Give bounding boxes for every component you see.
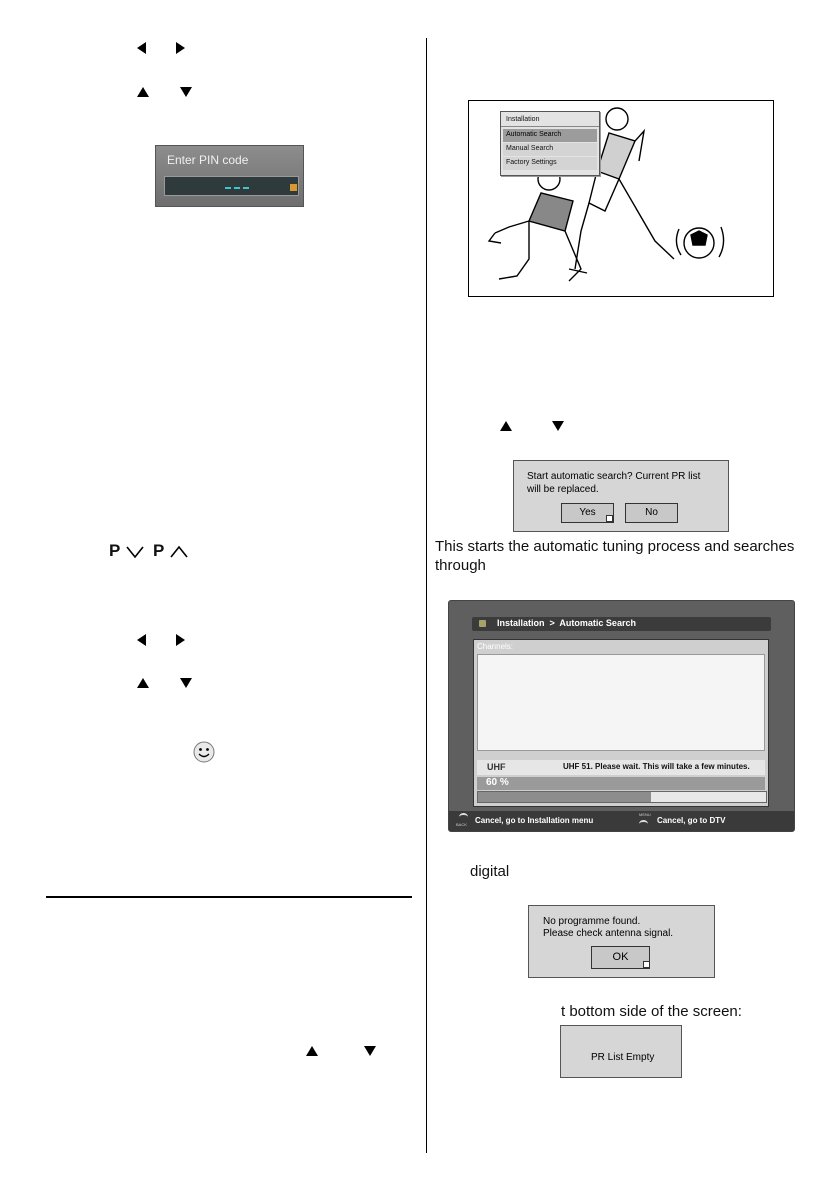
right-arrow-icon	[176, 634, 185, 646]
down-arrow-icon	[180, 87, 192, 97]
ok-button[interactable]: OK	[591, 946, 650, 969]
back-key-icon	[459, 813, 468, 821]
up-arrow-icon	[137, 678, 149, 688]
confirm-message-line2: will be replaced.	[527, 484, 599, 495]
no-programme-line2: Please check antenna signal.	[543, 928, 674, 939]
menu-key-icon	[639, 820, 648, 828]
column-divider	[426, 38, 427, 1153]
down-arrow-icon	[552, 421, 564, 431]
channels-panel	[473, 639, 769, 807]
menu-item-automatic-search[interactable]: Automatic Search	[503, 129, 597, 142]
pin-label: Enter PIN code	[167, 153, 249, 167]
confirm-search-dialog	[513, 460, 729, 532]
bottom-side-text: t bottom side of the screen:	[561, 1003, 742, 1020]
band-label: UHF	[487, 762, 506, 772]
auto-tuning-paragraph-line2: through	[435, 557, 486, 574]
menu-item-factory-settings[interactable]: Factory Settings	[503, 157, 597, 170]
left-arrow-icon	[137, 42, 146, 54]
progress-fill	[478, 792, 651, 802]
installation-illustration	[468, 100, 774, 297]
down-arrow-icon	[364, 1046, 376, 1056]
section-divider	[46, 896, 412, 898]
smiley-icon	[193, 741, 215, 763]
down-arrow-icon	[180, 678, 192, 688]
menu-hint[interactable]: Cancel, go to DTV	[657, 816, 726, 825]
pin-input[interactable]	[164, 176, 299, 196]
no-programme-dialog	[528, 905, 715, 978]
cursor-icon	[643, 961, 650, 968]
no-programme-line1: No programme found.	[543, 916, 641, 927]
p-up-key: P	[153, 541, 189, 561]
up-arrow-icon	[500, 421, 512, 431]
confirm-message-line1: Start automatic search? Current PR list	[527, 471, 701, 482]
chevron-up-icon	[169, 545, 189, 559]
status-message: UHF 51. Please wait. This will take a few minutes.	[563, 762, 750, 771]
cursor-icon	[606, 515, 613, 522]
yes-button[interactable]: Yes	[561, 503, 614, 523]
tv-icon	[479, 620, 486, 627]
chevron-down-icon	[125, 545, 145, 559]
progress-percent: 60 %	[486, 777, 509, 788]
up-arrow-icon	[137, 87, 149, 97]
status-row	[477, 760, 765, 775]
installation-menu-title: Installation	[501, 112, 599, 127]
percent-row	[477, 777, 765, 790]
pr-list-empty-box: PR List Empty	[560, 1025, 682, 1078]
up-arrow-icon	[306, 1046, 318, 1056]
menu-item-manual-search[interactable]: Manual Search	[503, 143, 597, 156]
automatic-search-screen	[448, 600, 795, 832]
breadcrumb: Installation > Automatic Search	[472, 617, 771, 631]
digital-text: digital	[470, 863, 510, 880]
progress-bar	[477, 791, 767, 803]
auto-tuning-paragraph-line1: This starts the automatic tuning process and searches	[435, 538, 795, 555]
no-button[interactable]: No	[625, 503, 678, 523]
channels-label: Channels:	[477, 642, 514, 651]
left-arrow-icon	[137, 634, 146, 646]
pin-entry-dialog	[155, 145, 304, 207]
right-arrow-icon	[176, 42, 185, 54]
back-hint[interactable]: Cancel, go to Installation menu	[475, 816, 594, 825]
p-down-key: P	[109, 541, 145, 561]
channels-list	[477, 654, 765, 751]
footer-bar: BACK Cancel, go to Installation menu MENU Cancel, go to DTV	[449, 811, 794, 831]
lock-icon	[290, 184, 297, 191]
installation-menu	[500, 111, 600, 176]
